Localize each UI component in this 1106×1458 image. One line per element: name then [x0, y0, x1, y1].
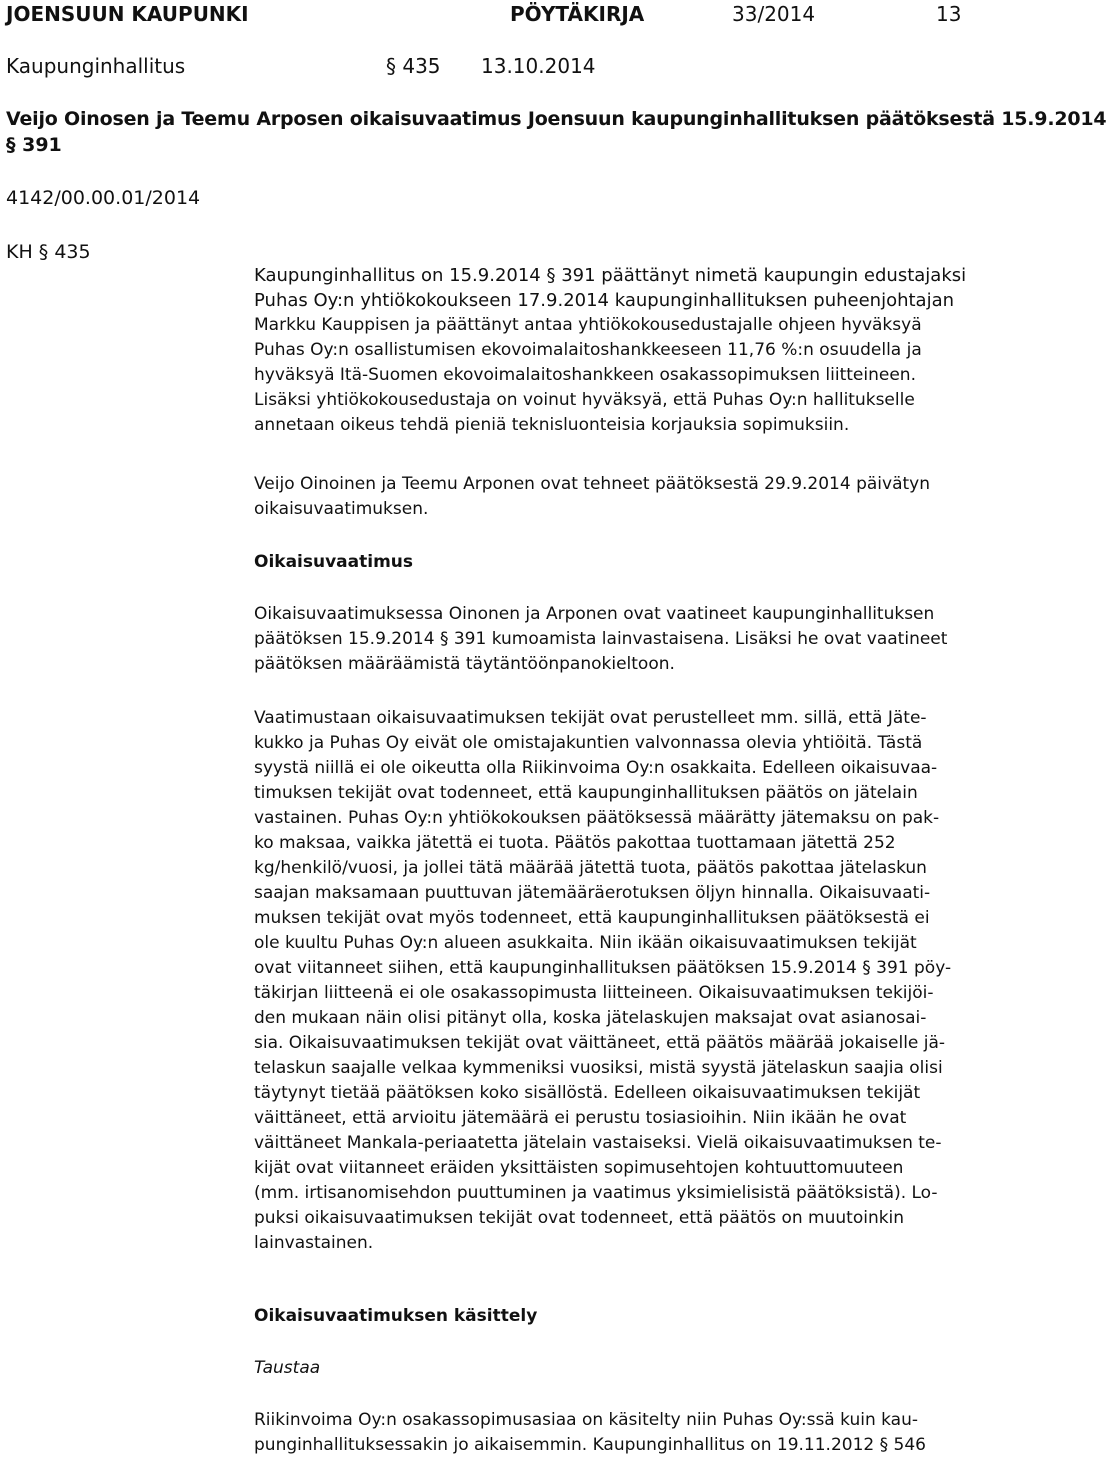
page-title: Veijo Oinosen ja Teemu Arposen oikaisuvaatimus Joensuun kaupunginhallituksen päätöksestä 15.9.2014: [6, 108, 1106, 130]
intro-paragraph: [254, 263, 967, 438]
meeting-date: 13.10.2014: [481, 54, 596, 78]
text-line: kijät ovat viitanneet eräiden yksittäisten sopimusehtojen kohtuuttomuuteen: [254, 1158, 904, 1178]
text-line: päätöksen määräämistä täytäntöönpanokieltoon.: [254, 654, 675, 674]
text-line: vastainen. Puhas Oy:n yhtiökokouksen päätöksessä määrätty jätemaksu on pak-: [254, 808, 940, 828]
text-line: den mukaan näin olisi pitänyt olla, koska jätelaskujen maksajat ovat asianosai-: [254, 1008, 927, 1028]
text-line: muksen tekijät ovat myös todenneet, että kaupunginhallituksen päätöksestä ei: [254, 908, 930, 928]
claim-paragraph: [254, 602, 954, 677]
reference-number: 4142/00.00.01/2014: [6, 187, 201, 209]
text-line: hyväksyä Itä-Suomen ekovoimalaitoshankkeen osakassopimuksen liitteineen.: [254, 365, 916, 385]
body-name: Kaupunginhallitus: [6, 54, 186, 78]
text-line: telaskun saajalle velkaa kymmeniksi vuosiksi, mistä syystä jätelaskun saajia olisi: [254, 1058, 943, 1078]
text-line: päätöksen 15.9.2014 § 391 kumoamista lainvastaisena. Lisäksi he ovat vaatineet: [254, 629, 948, 649]
text-line: lainvastainen.: [254, 1233, 374, 1253]
section-number: § 435: [386, 54, 441, 78]
kh-section: KH § 435: [6, 241, 91, 263]
page-number: 13: [936, 2, 962, 26]
text-line: Oikaisuvaatimuksessa Oinonen ja Arponen ovat vaatineet kaupunginhallituksen: [254, 604, 935, 624]
text-line: ole kuultu Puhas Oy:n alueen asukkaita. Niin ikään oikaisuvaatimuksen tekijät: [254, 933, 917, 953]
organization-name: JOENSUUN KAUPUNKI: [6, 2, 249, 26]
text-line: ko maksaa, vaikka jätettä ei tuota. Päätös pakottaa tuottamaan jätettä 252: [254, 833, 896, 853]
text-line: täytynyt tietää päätöksen koko sisällöstä. Edelleen oikaisuvaatimuksen tekijät: [254, 1083, 921, 1103]
text-line: täkirjan liitteenä ei ole osakassopimusta liitteineen. Oikaisuvaatimuksen tekijöi-: [254, 983, 934, 1003]
text-line: Lisäksi yhtiökokousedustaja on voinut hyväksyä, että Puhas Oy:n hallitukselle: [254, 390, 915, 410]
document-type: PÖYTÄKIRJA: [510, 2, 645, 26]
text-line: Markku Kauppisen ja päättänyt antaa yhtiökokousedustajalle ohjeen hyväksyä: [254, 315, 922, 335]
text-line: Veijo Oinoinen ja Teemu Arponen ovat tehneet päätöksestä 29.9.2014 päivätyn: [254, 474, 930, 494]
text-line: ovat viitanneet siihen, että kaupunginhallituksen päätöksen 15.9.2014 § 391 pöy-: [254, 958, 952, 978]
text-line: Puhas Oy:n osallistumisen ekovoimalaitoshankkeeseen 11,76 %:n osuudella ja: [254, 340, 922, 360]
text-line: Vaatimustaan oikaisuvaatimuksen tekijät ovat perustelleet mm. sillä, että Jäte-: [254, 708, 927, 728]
page-title-section: § 391: [6, 134, 62, 156]
text-line: punginhallituksessakin jo aikaisemmin. Kaupunginhallitus on 19.11.2012 § 546: [254, 1435, 926, 1455]
text-line: (mm. irtisanomisehdon puuttuminen ja vaatimus yksimielisistä päätöksistä). Lo-: [254, 1183, 938, 1203]
text-line: kg/henkilö/vuosi, ja jollei tätä määrää jätettä tuota, päätös pakottaa jätelaskun: [254, 858, 927, 878]
text-line: annetaan oikeus tehdä pieniä teknisluonteisia korjauksia sopimuksiin.: [254, 415, 850, 435]
grounds-paragraph: [254, 706, 954, 1256]
text-line: Kaupunginhallitus on 15.9.2014 § 391 päättänyt nimetä kaupungin edustajaksi: [254, 265, 967, 286]
text-line: Riikinvoima Oy:n osakassopimusasiaa on käsitelty niin Puhas Oy:ssä kuin kau-: [254, 1410, 918, 1430]
heading-oikaisuvaatimus: Oikaisuvaatimus: [254, 552, 414, 572]
text-line: saajan maksamaan puuttuvan jätemääräerotuksen öljyn hinnalla. Oikaisuvaati-: [254, 883, 931, 903]
text-line: timuksen tekijät ovat todenneet, että kaupunginhallituksen päätös on jätelain: [254, 783, 918, 803]
text-line: sia. Oikaisuvaatimuksen tekijät ovat väittäneet, että päätös määrää jokaiselle jä-: [254, 1033, 946, 1053]
heading-kasittely: Oikaisuvaatimuksen käsittely: [254, 1306, 538, 1326]
decision-paragraph: [254, 472, 954, 522]
text-line: väittäneet, että arvioitu jätemäärä ei perustu tosiasioihin. Niin ikään he ovat: [254, 1108, 907, 1128]
document-number: 33/2014: [732, 2, 816, 26]
text-line: väittäneet Mankala-periaatetta jätelain vastaiseksi. Vielä oikaisuvaatimuksen te-: [254, 1133, 942, 1153]
background-paragraph: [254, 1408, 954, 1458]
text-line: puksi oikaisuvaatimuksen tekijät ovat todenneet, että päätös on muutoinkin: [254, 1208, 905, 1228]
text-line: kukko ja Puhas Oy eivät ole omistajakuntien valvonnassa olevia yhtiöitä. Tästä: [254, 733, 923, 753]
text-line: oikaisuvaatimuksen.: [254, 499, 429, 519]
subheading-taustaa: Taustaa: [254, 1358, 321, 1378]
text-line: syystä niillä ei ole oikeutta olla Riikinvoima Oy:n osakkaita. Edelleen oikaisuvaa-: [254, 758, 938, 778]
text-line: Puhas Oy:n yhtiökokoukseen 17.9.2014 kaupunginhallituksen puheenjohtajan: [254, 290, 955, 311]
